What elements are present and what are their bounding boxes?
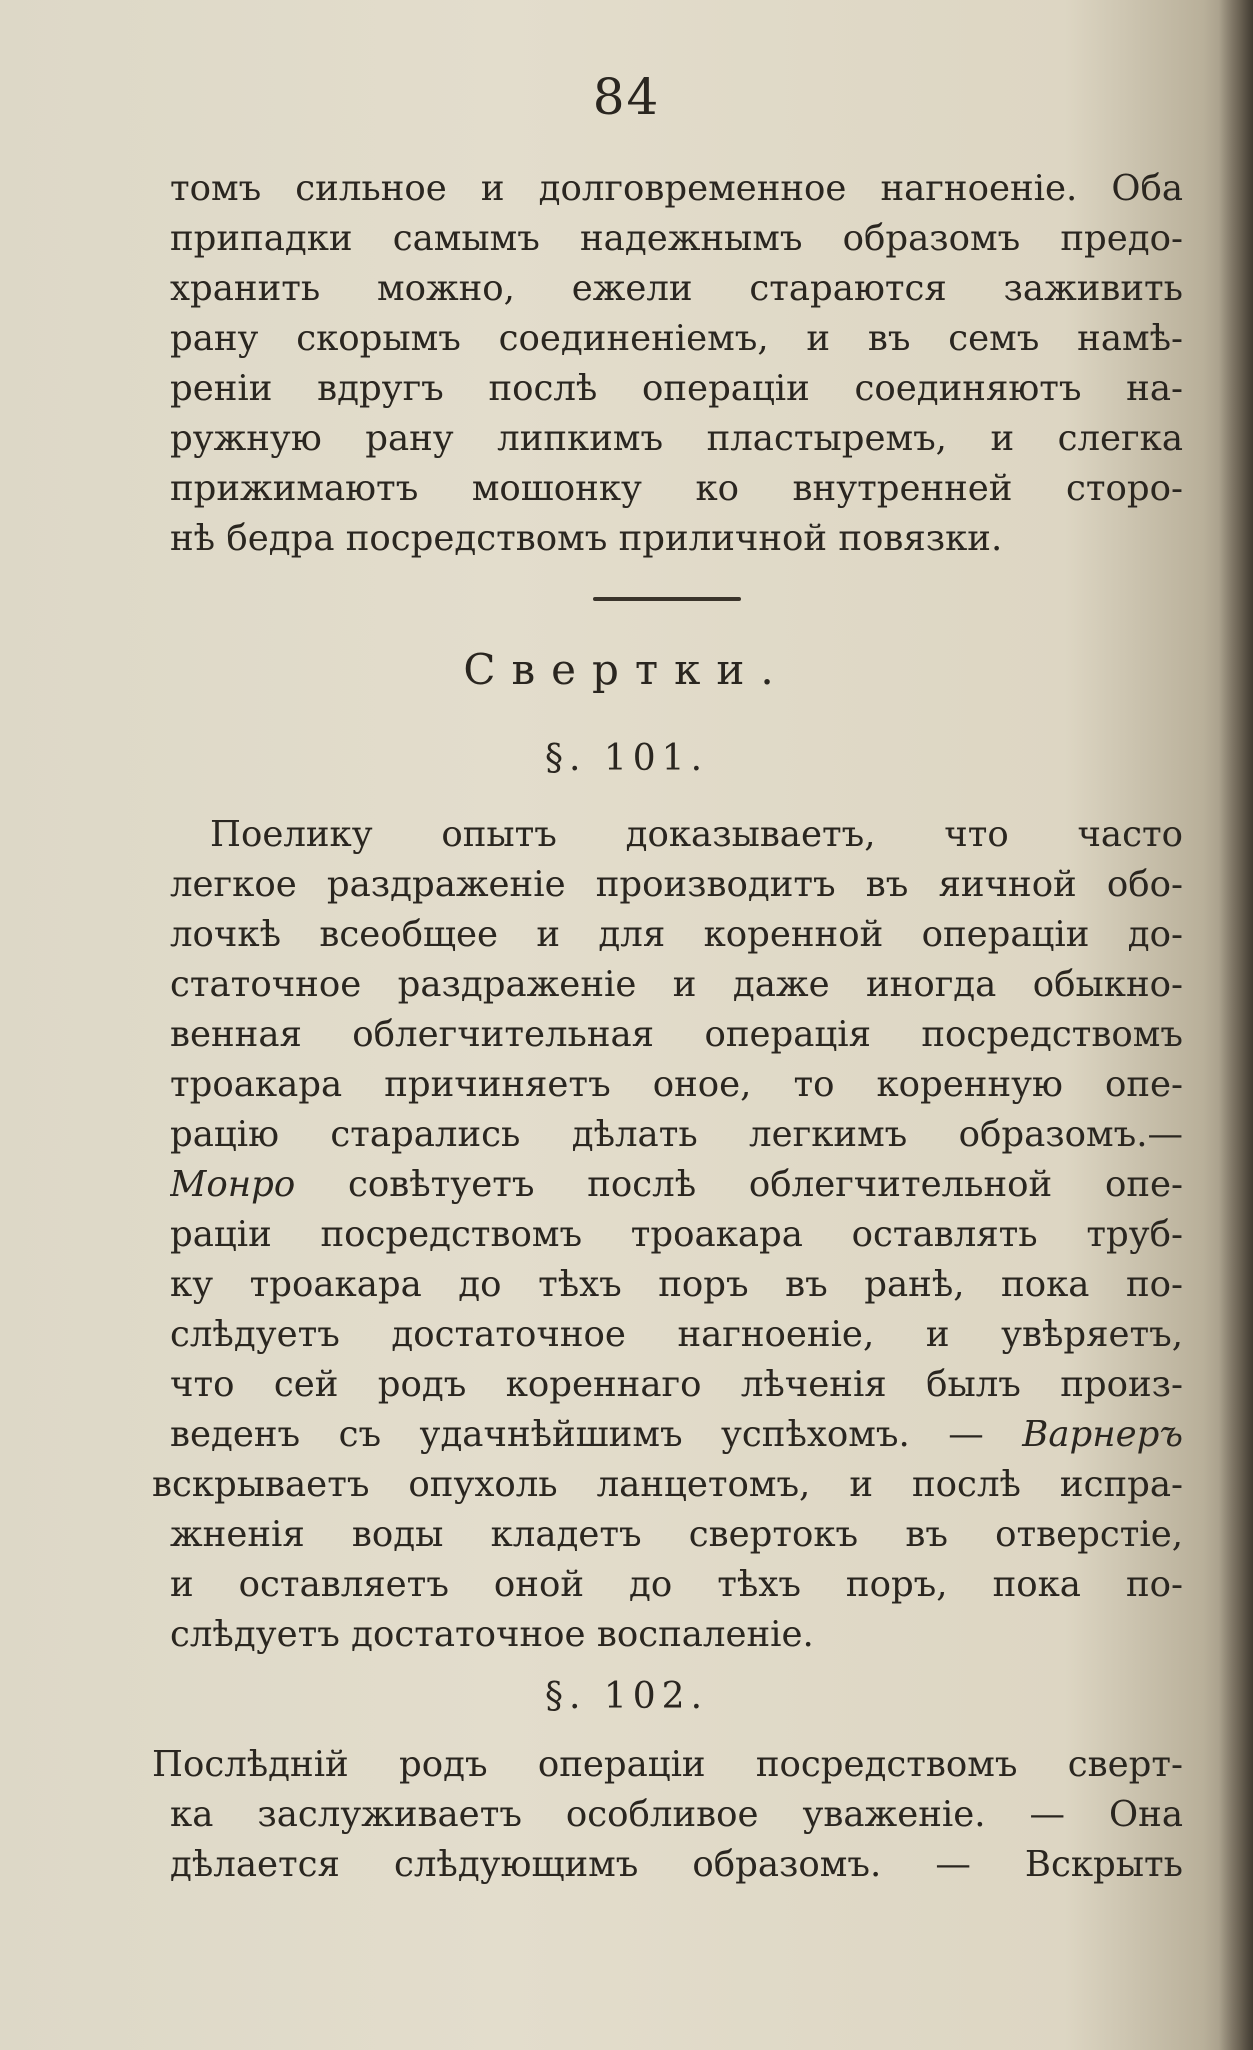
text-line: ка заслуживаетъ особливое уваженіе. — Она	[170, 1794, 1183, 1835]
text-line: раціи посредствомъ троакара оставлять труб-	[170, 1214, 1183, 1255]
text-segment: совѣтуетъ послѣ облегчительной опе-	[295, 1164, 1183, 1205]
text-line: вскрываетъ опухоль ланцетомъ, и послѣ испра-	[152, 1464, 1183, 1505]
page-gutter-shadow	[1219, 0, 1253, 2050]
text-segment: веденъ съ удачнѣйшимъ успѣхомъ. —	[170, 1414, 1023, 1455]
text-line: прижимаютъ мошонку ко внутренней сторо-	[170, 468, 1183, 509]
text-line: жненія воды кладетъ свертокъ въ отверстіе,	[170, 1514, 1183, 1555]
page-number: 84	[592, 68, 661, 126]
text-line: что сей родъ кореннаго лѣченія былъ произ-	[170, 1364, 1183, 1405]
text-line: лочкѣ всеобщее и для коренной операціи до-	[170, 914, 1183, 955]
author-name: Варнеръ	[1022, 1414, 1183, 1455]
text-line: рану скорымъ соединеніемъ, и въ семъ намѣ-	[170, 318, 1183, 359]
text-line: слѣдуетъ достаточное нагноеніе, и увѣряетъ,	[170, 1314, 1183, 1355]
text-line	[170, 1410, 1183, 1460]
text-line: томъ сильное и долговременное нагноеніе. Оба	[170, 168, 1183, 209]
text-line: легкое раздраженіе производитъ въ яичной обо-	[170, 864, 1183, 905]
text-line: Поелику опытъ доказываетъ, что часто	[210, 814, 1183, 855]
section-heading: Свертки.	[463, 645, 790, 694]
text-line: венная облегчительная операція посредствомъ	[170, 1014, 1183, 1055]
text-line: и оставляетъ оной до тѣхъ поръ, пока по-	[170, 1564, 1183, 1605]
text-line: рацію старались дѣлать легкимъ образомъ.—	[170, 1114, 1183, 1155]
text-line: нѣ бедра посредствомъ приличной повязки.	[170, 518, 1003, 559]
section-number: §. 102.	[544, 1676, 709, 1717]
text-line	[170, 1160, 1183, 1210]
text-line: ку троакара до тѣхъ поръ въ ранѣ, пока по-	[170, 1264, 1183, 1305]
text-line: слѣдуетъ достаточное воспаленіе.	[170, 1614, 814, 1655]
text-line: хранить можно, ежели стараются заживить	[170, 268, 1183, 309]
text-line: ружную рану липкимъ пластыремъ, и слегка	[170, 418, 1183, 459]
text-line: Послѣдній родъ операціи посредствомъ сверт-	[152, 1744, 1183, 1785]
section-number: §. 101.	[544, 738, 709, 779]
author-name: Монро	[170, 1164, 296, 1205]
text-line: реніи вдругъ послѣ операціи соединяютъ на-	[170, 368, 1183, 409]
text-line: статочное раздраженіе и даже иногда обыкно-	[170, 964, 1183, 1005]
text-line: припадки самымъ надежнымъ образомъ предо-	[170, 218, 1183, 259]
text-line: дѣлается слѣдующимъ образомъ. — Вскрыть	[170, 1844, 1183, 1885]
text-line: троакара причиняетъ оное, то коренную опе-	[170, 1064, 1183, 1105]
divider-rule	[593, 597, 741, 601]
